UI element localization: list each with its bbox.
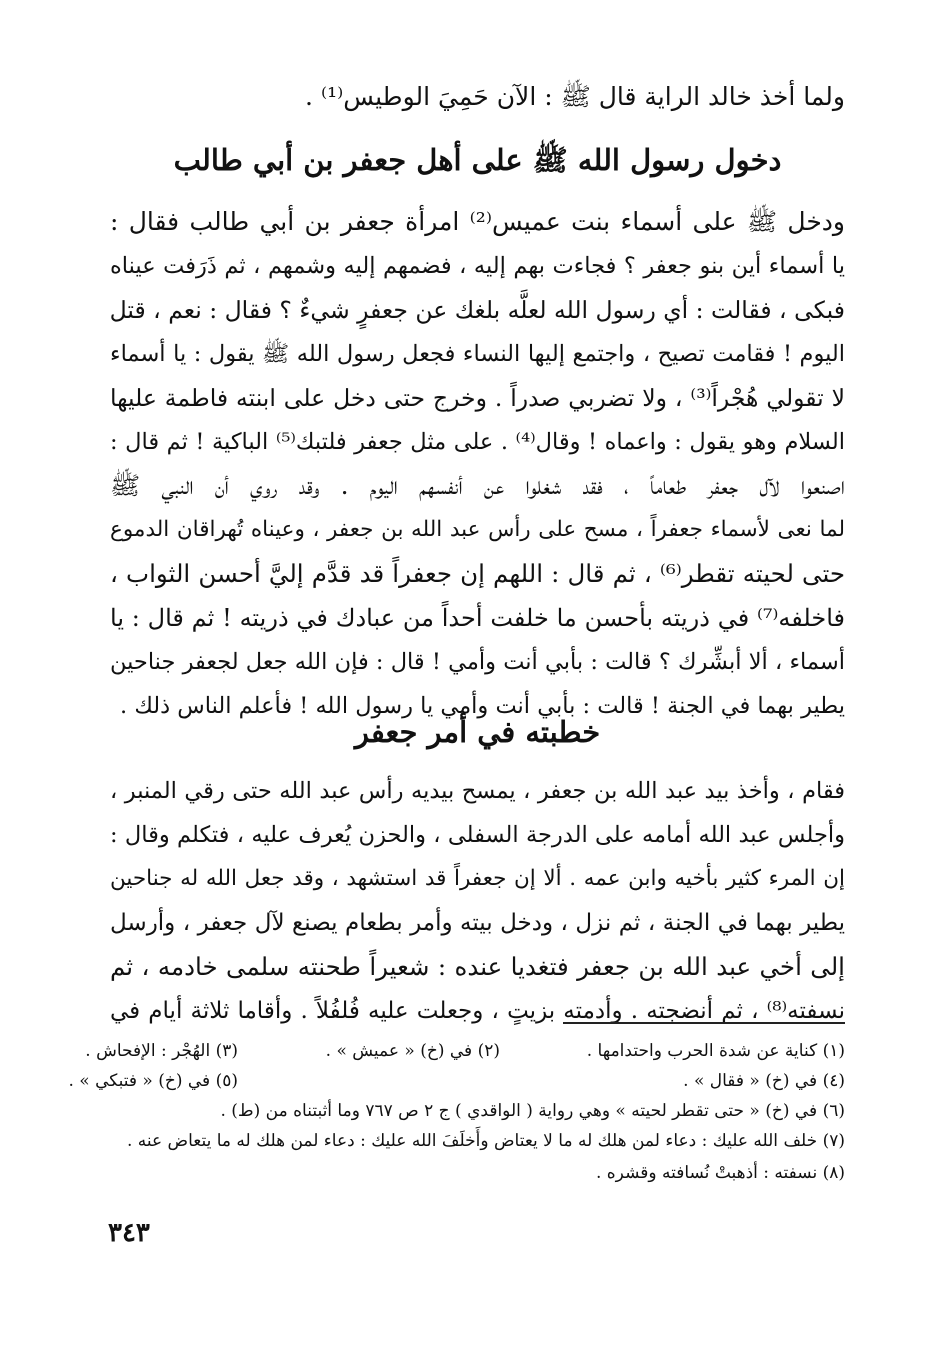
- text-line: فقام ، وأخذ بيد عبد الله بن جعفر ، يمسح بيديه رأس عبد الله حتى رقي المنبر ،: [110, 778, 845, 804]
- text-line: فاخلفه⁽⁷⁾ في ذريته بأحسن ما خلفت أحداً من عبادك في ذريته ! ثم قال : يا: [110, 604, 845, 632]
- text-line: ودخل ﷺ على أسماء بنت عميس⁽²⁾ امرأة جعفر بن أبي طالب فقال :: [110, 207, 845, 236]
- text-line: نسفته⁽⁸⁾ ، ثم أنضجته . وأدمته بزيتٍ ، وجعلت عليه فُلفُلاً . وأقاما ثلاثة أيام في: [110, 998, 845, 1024]
- footnote: (٢) في (خ) « عميش » .: [325, 1041, 500, 1061]
- footnote-divider: [563, 1022, 845, 1024]
- text-line: يطير بهما في الجنة ، ثم نزل ، ودخل بيته وأمر بطعام يصنع لآل جعفر ، وأرسل: [110, 910, 845, 936]
- text-line: إن المرء كثير بأخيه وابن عمه . ألا إن جعفراً قد استشهد ، وقد جعل الله له جناحين: [110, 866, 845, 891]
- footnote: (٨) نسفته : أذهبتْ نُسافته وقشره .: [595, 1163, 845, 1183]
- text-line: يا أسماء أين بنو جعفر ؟ فجاءت بهم إليه ، فضمهم إليه وشمهم ، ثم ذَرَفت عيناه: [110, 253, 845, 279]
- footnote: (٦) في (خ) « حتى تقطر لحيته » وهي رواية ( الواقدي ) ج ٢ ص ٧٦٧ وما أثبتناه من (ط) .: [220, 1101, 845, 1121]
- section-heading: دخول رسول الله ﷺ على أهل جعفر بن أبي طالب: [173, 143, 782, 177]
- text-line: حتى لحيته تقطر⁽⁶⁾ ، ثم قال : اللهم إن جعفراً قد قدَّم إليَّ أحسن الثواب ،: [110, 559, 845, 588]
- footnote: (٤) في (خ) « فقال » .: [683, 1071, 845, 1091]
- section-heading: خطبته في أمر جعفر: [354, 715, 601, 749]
- footnote: (١) كناية عن شدة الحرب واحتدامها .: [586, 1041, 845, 1061]
- footnote: (٧) خلف الله عليك : دعاء لمن هلك له ما لا يعتاض وأَخلَفَ الله عليك : دعاء لمن هلك له ما يتعاض عنه .: [126, 1131, 845, 1151]
- text-line: لما نعى لأسماء جعفراً ، مسح على رأس عبد الله بن جعفر ، وعيناه تُهراقان الدموع: [110, 517, 845, 542]
- text-line: اليوم ! فقامت تصيح ، واجتمع إليها النساء فجعل رسول الله ﷺ يقول : يا أسماء: [110, 341, 845, 367]
- text-line: يطير بهما في الجنة ! قالت : بأبي أنت وأمي يا رسول الله ! فأعلم الناس ذلك .: [120, 693, 845, 719]
- text-line: السلام وهو يقول : واعماه ! وقال⁽⁴⁾ . على مثل جعفر فلتبك⁽⁵⁾ الباكية ! ثم قال :: [110, 429, 845, 455]
- text-line: ولما أخذ خالد الراية قال ﷺ : الآن حَمِيَ الوطيس⁽¹⁾ .: [305, 82, 845, 111]
- footnote: (٥) في (خ) « فتبكي » .: [68, 1071, 238, 1091]
- text-line: اصنعوا لآل جعفر طعاماً ، فقد شغلوا عن أنفسهم اليوم . وقد روي أن النبي ﷺ: [110, 471, 845, 500]
- text-line: فبكى ، فقالت : أي رسول الله لعلَّه بلغك عن جعفرٍ شيءٌ ؟ فقال : نعم ، قتل: [109, 296, 845, 324]
- text-line: وأجلس عبد الله أمامه على الدرجة السفلى ، والحزن يُعرف عليه ، فتكلم وقال :: [110, 822, 845, 848]
- text-line: إلى أخي عبد الله بن جعفر فتغديا عنده : شعيراً طحنته سلمى خادمه ، ثم: [110, 952, 845, 981]
- page-number: ٣٤٣: [108, 1218, 150, 1248]
- text-line: أسماء ، ألا أبشِّرك ؟ قالت : بأبي أنت وأمي ! قال : فإن الله جعل لجعفر جناحين: [110, 649, 845, 675]
- text-line: لا تقولي هُجْراً⁽³⁾ ، ولا تضربي صدراً . وخرج حتى دخل على ابنته فاطمة عليها: [110, 384, 845, 412]
- footnote: (٣) الهُجْر : الإفحاش .: [85, 1041, 238, 1061]
